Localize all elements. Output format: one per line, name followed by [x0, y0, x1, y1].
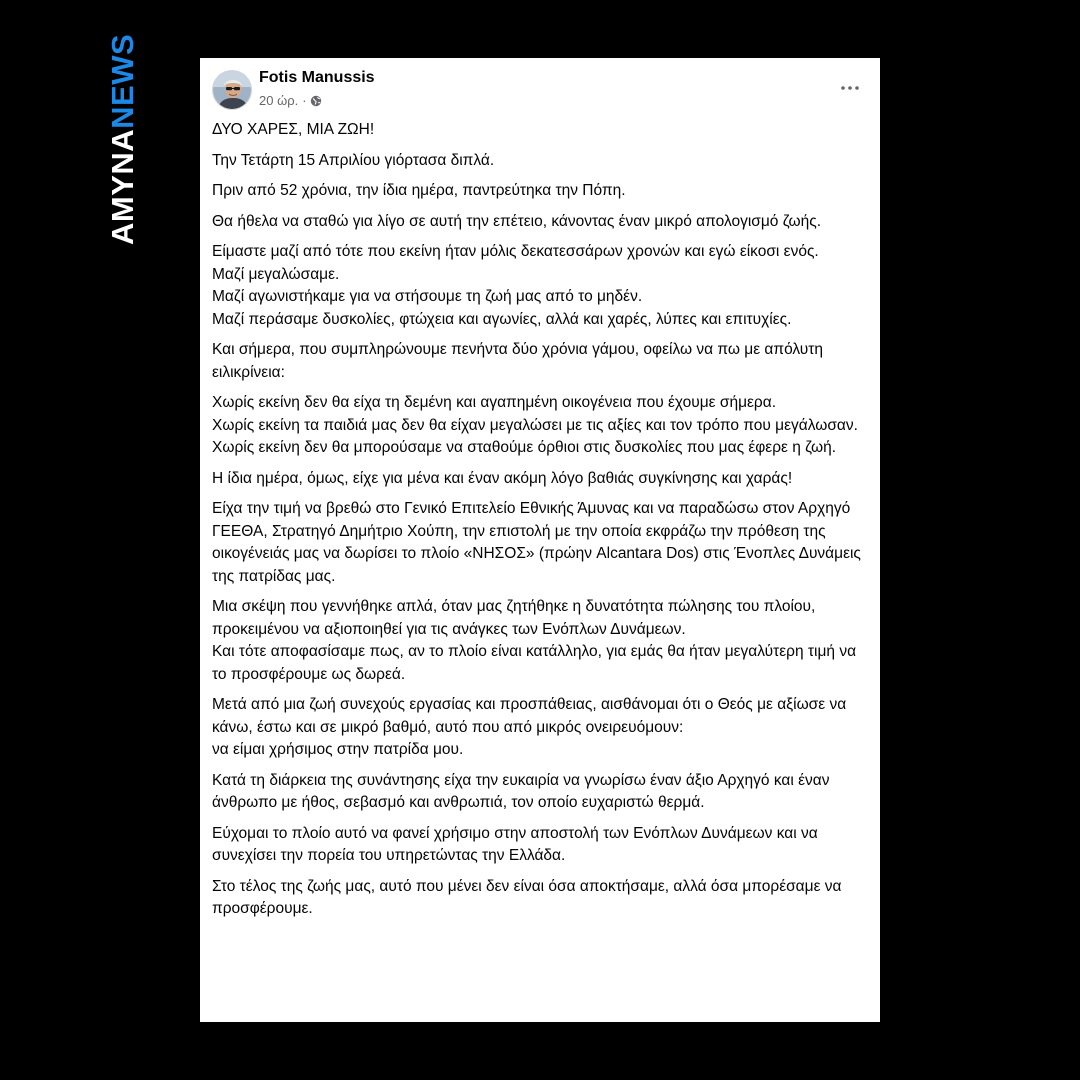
post-paragraph: Μια σκέψη που γεννήθηκε απλά, όταν μας ζητήθηκε η δυνατότητα πώλησης του πλοίου, προκειμένου να αξιοποιηθεί για τις ανάγκες των Ενόπλων Δυνάμεων. Και τότε αποφασίσαμε πως, αν το πλοίο είναι κατάλληλο, για εμάς θα ήταν μεγαλύτερη τιμή να το προσφέρουμε ως δωρεά. — [212, 598, 857, 683]
post-paragraph: Είμαστε μαζί από τότε που εκείνη ήταν μόλις δεκατεσσάρων χρονών και εγώ είκοσι ενός. Μαζί μεγαλώσαμε. Μαζί αγωνιστήκαμε για να στήσουμε τη ζωή μας από το μηδέν. Μαζί περάσαμε δυσκολίες, φτώχεια και αγωνίες, αλλά και χαρές, λύπες και επιτυχίες. — [212, 243, 819, 328]
post-paragraph: Μετά από μια ζωή συνεχούς εργασίας και προσπάθειας, αισθάνομαι ότι ο Θεός με αξίωσε να κάνω, έστω και σε μικρό βαθμό, αυτό που από μικρός ονειρευόμουν: να είμαι χρήσιμος στην πατρίδα μου. — [212, 696, 847, 758]
post-paragraph: Η ίδια ημέρα, όμως, είχε για μένα και έναν ακόμη λόγο βαθιάς συγκίνησης και χαράς! — [212, 469, 793, 487]
author-avatar[interactable] — [212, 70, 252, 110]
post-paragraph: Την Τετάρτη 15 Απριλίου γιόρτασα διπλά. — [212, 151, 495, 169]
post-meta — [259, 93, 322, 108]
avatar-photo-icon — [213, 71, 252, 110]
post-timestamp[interactable]: 20 ώρ. — [259, 93, 299, 108]
post-body — [212, 119, 872, 929]
more-options-icon[interactable] — [834, 76, 866, 100]
globe-icon[interactable] — [310, 95, 322, 107]
post-title: ΔΥΟ ΧΑΡΕΣ, ΜΙΑ ΖΩΗ! — [212, 121, 375, 138]
post-card — [200, 58, 880, 1022]
post-paragraph: Χωρίς εκείνη δεν θα είχα τη δεμένη και αγαπημένη οικογένεια που έχουμε σήμερα. Χωρίς εκείνη τα παιδιά μας δεν θα είχαν μεγαλώσει με τις αξίες και τον τρόπο που μεγάλωσαν. Χωρίς εκείνη δεν θα μπορούσαμε να σταθούμε όρθιοι στις δυσκολίες που μας έφερε η ζωή. — [212, 394, 858, 456]
meta-separator: · — [302, 93, 307, 108]
post-paragraph: Είχα την τιμή να βρεθώ στο Γενικό Επιτελείο Εθνικής Άμυνας και να παραδώσω στον Αρχηγό ΓΕΕΘΑ, Στρατηγό Δημήτριο Χούπη, την επιστολή με την οποία εκφράζω την πρόθεση της οικογένειάς μας να δωρίσει το πλοίο «ΝΗΣΟΣ» (πρώην Alcantara Dos) στις Ένοπλες Δυνάμεις της πατρίδας μας. — [212, 500, 861, 585]
author-name[interactable]: Fotis Manussis — [259, 69, 375, 86]
post-paragraph: Στο τέλος της ζωής μας, αυτό που μένει δεν είναι όσα αποκτήσαμε, αλλά όσα μπορέσαμε να προσφέρουμε. — [212, 877, 842, 917]
post-paragraph: Εύχομαι το πλοίο αυτό να φανεί χρήσιμο στην αποστολή των Ενόπλων Δυνάμεων και να συνεχίσει την πορεία του υπηρετώντας την Ελλάδα. — [212, 824, 818, 864]
post-paragraph: Θα ήθελα να σταθώ για λίγο σε αυτή την επέτειο, κάνοντας έναν μικρό απολογισμό ζωής. — [212, 212, 821, 230]
post-paragraph: Κατά τη διάρκεια της συνάντησης είχα την ευκαιρία να γνωρίσω έναν άξιο Αρχηγό και έναν άνθρωπο με ήθος, σεβασμό και ανθρωπιά, τον οποίο ευχαριστώ θερμά. — [212, 771, 830, 811]
post-paragraph: Πριν από 52 χρόνια, την ίδια ημέρα, παντρεύτηκα την Πόπη. — [212, 182, 626, 199]
brand-part-news: NEWS — [105, 33, 140, 129]
post-paragraph: Και σήμερα, που συμπληρώνουμε πενήντα δύο χρόνια γάμου, οφείλω να πω με απόλυτη ειλικρίνεια: — [212, 341, 823, 381]
brand-part-amyna: AMYNA — [105, 128, 140, 245]
brand-watermark — [107, 34, 139, 245]
